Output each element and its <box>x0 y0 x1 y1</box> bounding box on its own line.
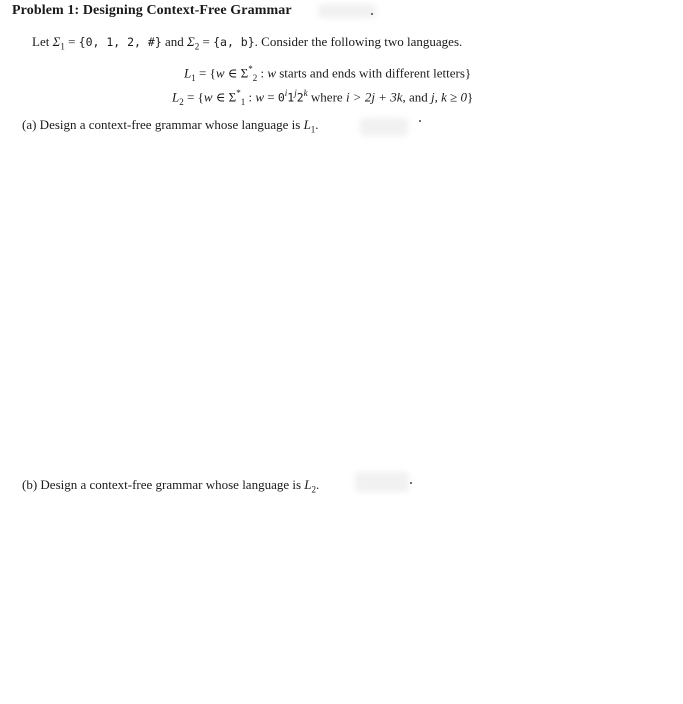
part-b-lang-subscript: 2 <box>311 484 317 495</box>
part-a-label: (a) Design a context-free grammar whose language is <box>22 117 304 132</box>
l1-sigma-subscript: 2 <box>252 72 258 83</box>
part-a-lang-subscript: 1 <box>310 124 316 135</box>
language-l2-definition <box>172 88 473 107</box>
l2-two: 2 <box>296 90 304 105</box>
intro-sentence <box>32 34 462 52</box>
l1-sigma: Σ <box>240 65 249 81</box>
l1-w: w <box>215 65 225 81</box>
part-a-question <box>22 117 319 135</box>
part-a-lang: L <box>303 117 311 132</box>
l1-colon: : <box>257 65 268 81</box>
l1-name: L <box>184 65 192 81</box>
part-b-lang: L <box>304 477 312 492</box>
l2-where: where <box>307 89 346 105</box>
l2-sigma-star: * <box>236 88 241 98</box>
stray-dot <box>371 13 373 15</box>
l2-zero: 0 <box>277 90 285 105</box>
part-a-end: . <box>315 117 319 132</box>
l1-w2: w <box>267 65 276 81</box>
stray-dot <box>410 482 412 484</box>
l2-w: w <box>203 89 213 105</box>
intro-let: Let <box>32 34 50 49</box>
l2-colon: : <box>245 89 256 105</box>
l1-in: ∈ <box>224 65 241 81</box>
l1-subscript: 1 <box>191 72 196 83</box>
sigma2-subscript: 2 <box>194 41 200 52</box>
l2-exp-k: k <box>303 88 308 98</box>
sigma1-set: {0, 1, 2, #} <box>78 35 162 49</box>
intro-equals-1: = <box>64 34 79 49</box>
l1-description: starts and ends with different letters} <box>275 65 472 81</box>
l2-exp-j: j <box>294 88 297 98</box>
l2-open: = { <box>183 89 204 105</box>
l2-condition-2: j, k ≥ 0 <box>431 89 468 105</box>
l2-in: ∈ <box>212 89 229 105</box>
redaction-mark <box>318 4 376 18</box>
part-b-label: (b) Design a context-free grammar whose language is <box>22 477 305 492</box>
l2-exp-i: i <box>284 88 288 98</box>
l2-name: L <box>172 89 180 105</box>
language-l1-definition <box>184 64 471 83</box>
sigma2-symbol: Σ <box>187 34 195 49</box>
l2-and: , and <box>402 89 432 105</box>
intro-tail: . Consider the following two languages. <box>254 34 463 49</box>
l2-subscript: 2 <box>179 96 184 107</box>
sigma1-symbol: Σ <box>52 34 61 49</box>
l2-equals: = <box>263 89 278 105</box>
l2-condition: i > 2j + 3k <box>345 89 403 105</box>
intro-equals-2: = <box>199 34 214 49</box>
stray-dot <box>419 120 421 122</box>
sigma1-subscript: 1 <box>60 41 65 52</box>
l2-w2: w <box>255 89 264 105</box>
part-b-end: . <box>316 477 320 492</box>
part-b-question <box>22 477 319 495</box>
l2-sigma: Σ <box>228 89 237 105</box>
l2-close: } <box>467 89 474 105</box>
l2-one: 1 <box>287 90 295 105</box>
redaction-mark <box>355 472 409 492</box>
l2-sigma-subscript: 1 <box>240 96 246 107</box>
intro-and: and <box>161 34 188 49</box>
problem-title: Problem 1: Designing Context-Free Grammar <box>12 3 292 18</box>
l1-sigma-star: * <box>248 64 253 74</box>
sigma2-set: {a, b} <box>213 35 255 49</box>
l1-open: = { <box>195 65 216 81</box>
redaction-mark <box>360 118 408 136</box>
